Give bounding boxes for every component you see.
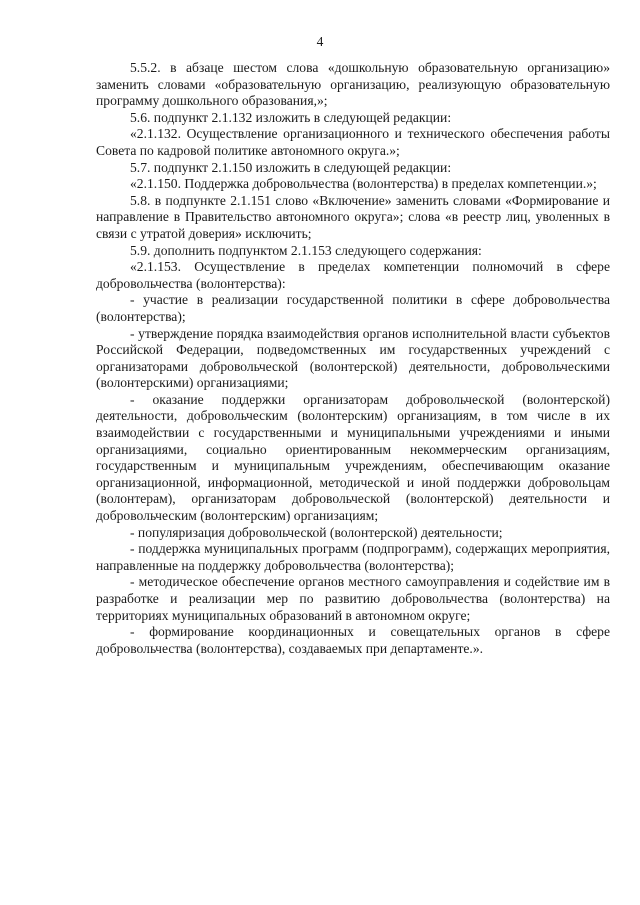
paragraph: «2.1.150. Поддержка добровольчества (волонтерства) в пределах компетенции.»; (130, 176, 597, 192)
paragraph: 5.9. дополнить подпунктом 2.1.153 следующего содержания: (130, 242, 482, 258)
list-item: - утверждение порядка взаимодействия органов исполнительной власти субъектов Российской Федерации, подведомственных им государственных учреждений с организаторами добровольческой (волонтерской) деятельности, добровольческими (волонтерскими) организациями; (96, 325, 610, 391)
paragraph: 5.7. подпункт 2.1.150 изложить в следующей редакции: (130, 159, 452, 175)
list-item: - поддержка муниципальных программ (подпрограмм), содержащих мероприятия, направленные на поддержку добровольчества (волонтерства); (96, 541, 610, 573)
paragraph: 5.6. подпункт 2.1.132 изложить в следующей редакции: (130, 109, 452, 125)
list-item: - участие в реализации государственной политики в сфере добровольчества (волонтерства); (96, 292, 610, 324)
list-item: - оказание поддержки организаторам добровольческой (волонтерской) деятельности, добровольческим (волонтерским) организациям, в том числе в их взаимодействии с государственными и муниципальными учреждениями и иными организациями, социально ориентированным некоммерческим организациям, государственным и муниципальным учреждениям, обеспечивающим оказание организационной, информационной, методической и иной поддержки добровольцам (волонтерам), организаторам добровольческой (волонтерской) деятельности и добровольческим (волонтерским) организациям; (96, 391, 610, 524)
paragraph: «2.1.153. Осуществление в пределах компетенции полномочий в сфере добровольчества (волонтерства): (96, 259, 610, 291)
list-item: - методическое обеспечение органов местного самоуправления и содействие им в разработке и реализации мер по развитию добровольчества (волонтерства) на территориях муниципальных образований в автономном округе; (96, 574, 610, 623)
paragraph: 5.5.2. в абзаце шестом слова «дошкольную образовательную организацию» заменить словами «образовательную организацию, реализующую образовательную программу дошкольного образования,»; (96, 60, 610, 109)
paragraph: «2.1.132. Осуществление организационного и технического обеспечения работы Совета по кадровой политике автономного округа.»; (96, 126, 610, 158)
page-number: 4 (316, 34, 324, 49)
document-body (96, 60, 610, 657)
list-item: - популяризация добровольческой (волонтерской) деятельности; (130, 524, 503, 540)
list-item: - формирование координационных и совещательных органов в сфере добровольчества (волонтерства), создаваемых при департаменте.». (96, 624, 610, 656)
paragraph: 5.8. в подпункте 2.1.151 слово «Включение» заменить словами «Формирование и направление в Правительство автономного округа»; слова «в реестр лиц, уволенных в связи с утратой доверия» исключить; (96, 192, 610, 241)
